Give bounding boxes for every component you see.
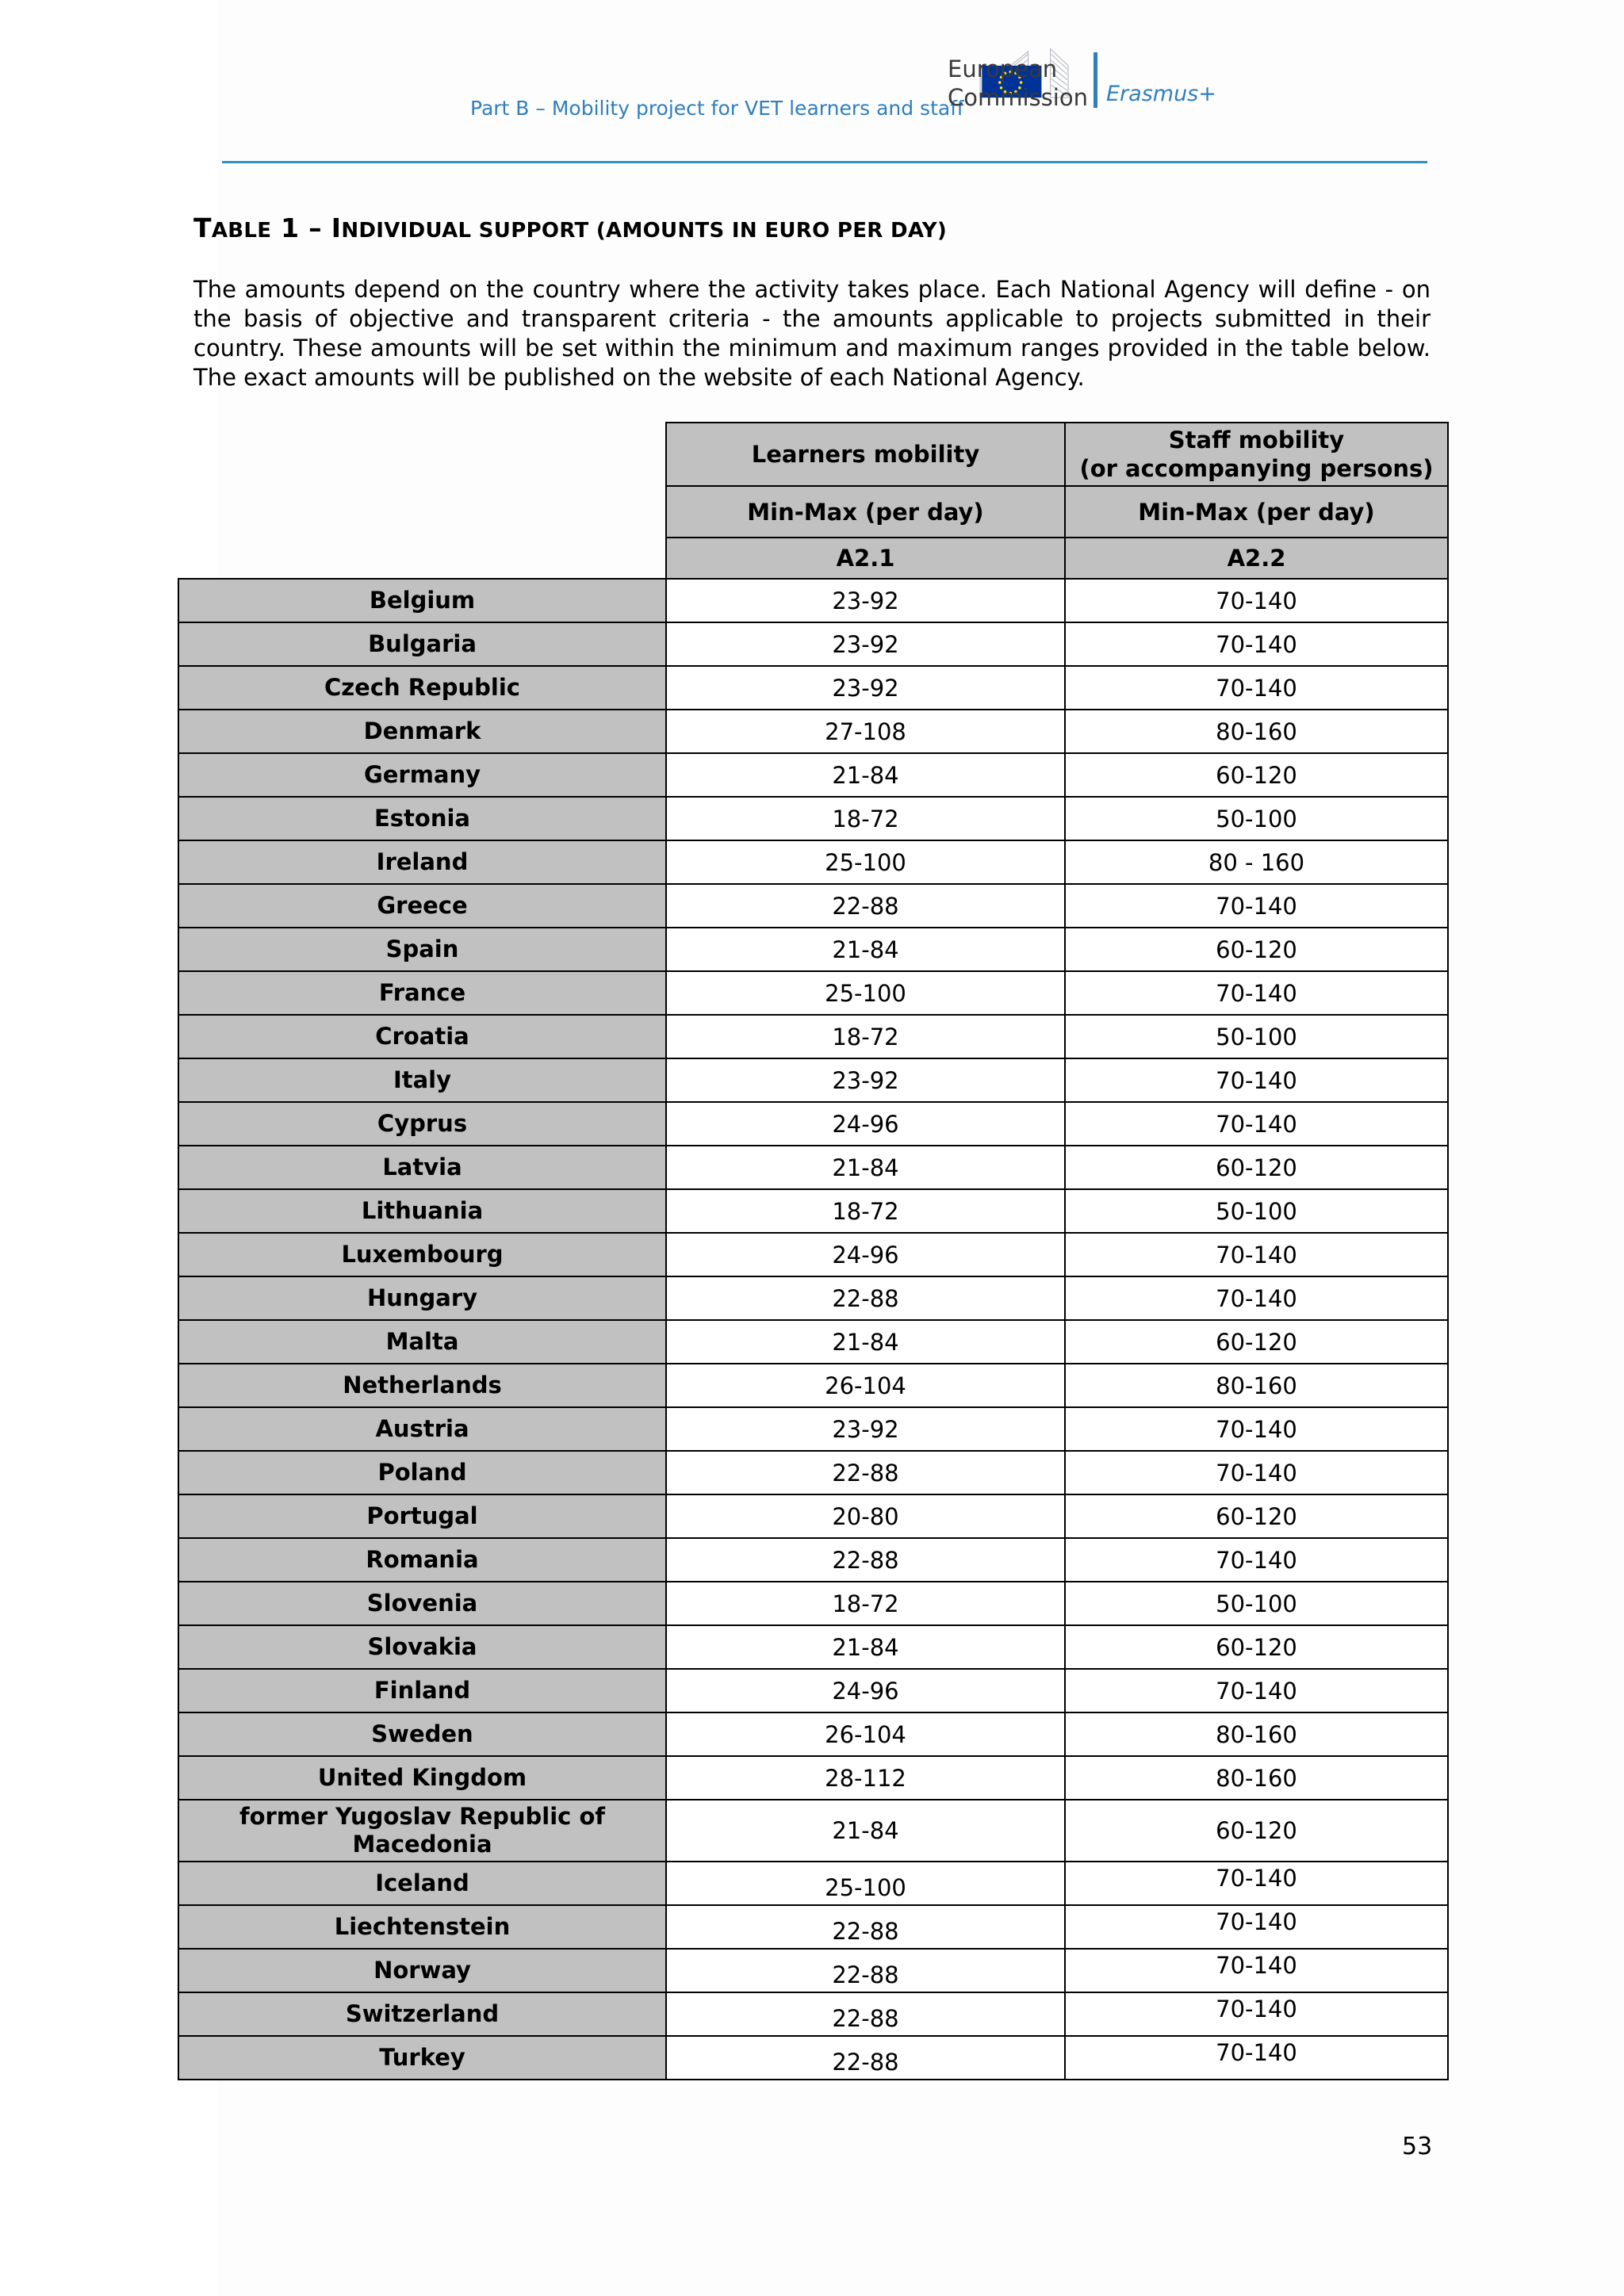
table-row — [178, 1058, 1448, 1102]
country-cell: Slovakia — [178, 1625, 666, 1669]
header-part-label: Part B – Mobility project for VET learners and staff — [470, 97, 964, 120]
staff-amount-cell: 70-140 — [1065, 1949, 1448, 1992]
staff-amount-cell: 70-140 — [1065, 971, 1448, 1015]
country-cell: Finland — [178, 1669, 666, 1712]
staff-amount-cell: 50-100 — [1065, 1189, 1448, 1233]
country-cell: Luxembourg — [178, 1233, 666, 1276]
country-cell: Denmark — [178, 710, 666, 753]
table-row — [178, 797, 1448, 840]
table-row — [178, 1905, 1448, 1949]
learners-amount-cell: 27-108 — [666, 710, 1065, 753]
staff-amount-cell: 70-140 — [1065, 579, 1448, 622]
country-cell: Slovenia — [178, 1582, 666, 1625]
learners-amount-cell: 22-88 — [666, 1538, 1065, 1582]
country-cell: Switzerland — [178, 1992, 666, 2036]
learners-amount-cell: 26-104 — [666, 1364, 1065, 1407]
table-row — [178, 1407, 1448, 1451]
staff-amount-cell: 70-140 — [1065, 1862, 1448, 1905]
page-header — [222, 32, 1427, 163]
learners-amount-cell: 22-88 — [666, 1276, 1065, 1320]
learners-amount-cell: 21-84 — [666, 1320, 1065, 1364]
country-cell: Iceland — [178, 1862, 666, 1905]
table-row — [178, 1189, 1448, 1233]
table-row — [178, 1538, 1448, 1582]
country-cell: Lithuania — [178, 1189, 666, 1233]
table-row — [178, 928, 1448, 971]
country-cell: Netherlands — [178, 1364, 666, 1407]
learners-amount-cell: 18-72 — [666, 1189, 1065, 1233]
table-title: TABLE 1 – INDIVIDUAL SUPPORT (AMOUNTS IN EURO PER DAY) — [193, 212, 948, 243]
table-row — [178, 1800, 1448, 1862]
table-row — [178, 1862, 1448, 1905]
learners-amount-cell: 22-88 — [666, 1905, 1065, 1949]
staff-amount-cell: 70-140 — [1065, 1102, 1448, 1146]
staff-amount-cell: 50-100 — [1065, 1582, 1448, 1625]
country-cell: Latvia — [178, 1146, 666, 1189]
country-cell: former Yugoslav Republic of Macedonia — [178, 1800, 666, 1862]
staff-amount-cell: 60-120 — [1065, 1625, 1448, 1669]
staff-amount-cell: 70-140 — [1065, 1905, 1448, 1949]
country-cell: Bulgaria — [178, 622, 666, 666]
staff-amount-cell: 70-140 — [1065, 1538, 1448, 1582]
table-row — [178, 971, 1448, 1015]
table-row — [178, 1320, 1448, 1364]
country-cell: Estonia — [178, 797, 666, 840]
learners-amount-cell: 22-88 — [666, 2036, 1065, 2080]
logo-line-european: European — [948, 55, 1058, 82]
table-row — [178, 1582, 1448, 1625]
staff-amount-cell: 60-120 — [1065, 1320, 1448, 1364]
staff-amount-cell: 50-100 — [1065, 1015, 1448, 1058]
staff-amount-cell: 70-140 — [1065, 1233, 1448, 1276]
staff-amount-cell: 70-140 — [1065, 1407, 1448, 1451]
staff-amount-cell: 80-160 — [1065, 710, 1448, 753]
page-number: 53 — [1402, 2133, 1433, 2160]
country-cell: Sweden — [178, 1712, 666, 1756]
learners-amount-cell: 22-88 — [666, 884, 1065, 928]
learners-amount-cell: 18-72 — [666, 1015, 1065, 1058]
learners-amount-cell: 23-92 — [666, 1407, 1065, 1451]
staff-amount-cell: 70-140 — [1065, 1451, 1448, 1494]
header-learners-range: Min-Max (per day) — [666, 486, 1065, 538]
staff-amount-cell: 60-120 — [1065, 1800, 1448, 1862]
header-learners-code: A2.1 — [666, 538, 1065, 579]
table-row — [178, 1992, 1448, 2036]
support-amounts-table — [178, 422, 1449, 2080]
staff-amount-cell: 60-120 — [1065, 753, 1448, 797]
table-row — [178, 1146, 1448, 1189]
learners-amount-cell: 22-88 — [666, 1451, 1065, 1494]
table-row — [178, 710, 1448, 753]
learners-amount-cell: 25-100 — [666, 840, 1065, 884]
staff-amount-cell: 80-160 — [1065, 1364, 1448, 1407]
header-learners-mobility: Learners mobility — [666, 423, 1065, 486]
table-row — [178, 1276, 1448, 1320]
staff-amount-cell: 80-160 — [1065, 1712, 1448, 1756]
staff-amount-cell: 70-140 — [1065, 884, 1448, 928]
country-cell: France — [178, 971, 666, 1015]
learners-amount-cell: 22-88 — [666, 1992, 1065, 2036]
staff-amount-cell: 70-140 — [1065, 1276, 1448, 1320]
country-cell: Romania — [178, 1538, 666, 1582]
table-row — [178, 1015, 1448, 1058]
learners-amount-cell: 25-100 — [666, 1862, 1065, 1905]
logo-wordmark — [948, 55, 1088, 112]
learners-amount-cell: 21-84 — [666, 1800, 1065, 1862]
learners-amount-cell: 21-84 — [666, 1625, 1065, 1669]
country-cell: Poland — [178, 1451, 666, 1494]
header-staff-mobility: Staff mobility (or accompanying persons) — [1065, 423, 1448, 486]
table-row — [178, 1451, 1448, 1494]
logo-line-commission: Commission — [948, 84, 1088, 111]
table-row — [178, 1364, 1448, 1407]
table-row — [178, 579, 1448, 622]
country-cell: Belgium — [178, 579, 666, 622]
table-row — [178, 840, 1448, 884]
staff-amount-cell: 80 - 160 — [1065, 840, 1448, 884]
table-row — [178, 753, 1448, 797]
learners-amount-cell: 24-96 — [666, 1233, 1065, 1276]
learners-amount-cell: 26-104 — [666, 1712, 1065, 1756]
learners-amount-cell: 21-84 — [666, 1146, 1065, 1189]
staff-amount-cell: 60-120 — [1065, 1494, 1448, 1538]
country-cell: Croatia — [178, 1015, 666, 1058]
country-cell: Liechtenstein — [178, 1905, 666, 1949]
country-cell: Spain — [178, 928, 666, 971]
table-row — [178, 1756, 1448, 1800]
country-cell: United Kingdom — [178, 1756, 666, 1800]
header-staff-code: A2.2 — [1065, 538, 1448, 579]
learners-amount-cell: 23-92 — [666, 622, 1065, 666]
staff-amount-cell: 70-140 — [1065, 1992, 1448, 2036]
staff-amount-cell: 70-140 — [1065, 622, 1448, 666]
table-row — [178, 2036, 1448, 2080]
learners-amount-cell: 24-96 — [666, 1102, 1065, 1146]
learners-amount-cell: 23-92 — [666, 666, 1065, 710]
staff-amount-cell: 70-140 — [1065, 1058, 1448, 1102]
staff-amount-cell: 80-160 — [1065, 1756, 1448, 1800]
learners-amount-cell: 23-92 — [666, 579, 1065, 622]
staff-amount-cell: 70-140 — [1065, 666, 1448, 710]
learners-amount-cell: 18-72 — [666, 1582, 1065, 1625]
learners-amount-cell: 28-112 — [666, 1756, 1065, 1800]
intro-paragraph: The amounts depend on the country where the activity takes place. Each National Agency will define - on the basis of objective and transparent criteria - the amounts applicable to projects submitted in their country. These amounts will be set within the minimum and maximum ranges provided in the table below. The exact amounts will be published on the website of each National Agency. — [193, 276, 1431, 391]
country-cell: Ireland — [178, 840, 666, 884]
header-staff-range: Min-Max (per day) — [1065, 486, 1448, 538]
erasmus-plus-brand: Erasmus+ — [1106, 82, 1216, 106]
staff-amount-cell: 70-140 — [1065, 1669, 1448, 1712]
table-row — [178, 1949, 1448, 1992]
table-row — [178, 1233, 1448, 1276]
country-cell: Portugal — [178, 1494, 666, 1538]
country-cell: Norway — [178, 1949, 666, 1992]
country-cell: Germany — [178, 753, 666, 797]
table-row — [178, 1625, 1448, 1669]
staff-amount-cell: 60-120 — [1065, 1146, 1448, 1189]
country-cell: Turkey — [178, 2036, 666, 2080]
learners-amount-cell: 24-96 — [666, 1669, 1065, 1712]
staff-amount-cell: 60-120 — [1065, 928, 1448, 971]
table-row — [178, 1712, 1448, 1756]
learners-amount-cell: 21-84 — [666, 928, 1065, 971]
country-cell: Hungary — [178, 1276, 666, 1320]
country-cell: Austria — [178, 1407, 666, 1451]
learners-amount-cell: 23-92 — [666, 1058, 1065, 1102]
country-cell: Cyprus — [178, 1102, 666, 1146]
table-row — [178, 884, 1448, 928]
country-cell: Greece — [178, 884, 666, 928]
table-row — [178, 1494, 1448, 1538]
learners-amount-cell: 21-84 — [666, 753, 1065, 797]
logo-divider — [1094, 52, 1097, 108]
learners-amount-cell: 20-80 — [666, 1494, 1065, 1538]
table-row — [178, 1102, 1448, 1146]
table-row — [178, 622, 1448, 666]
staff-amount-cell: 50-100 — [1065, 797, 1448, 840]
country-cell: Czech Republic — [178, 666, 666, 710]
country-cell: Malta — [178, 1320, 666, 1364]
learners-amount-cell: 25-100 — [666, 971, 1065, 1015]
learners-amount-cell: 18-72 — [666, 797, 1065, 840]
learners-amount-cell: 22-88 — [666, 1949, 1065, 1992]
country-cell: Italy — [178, 1058, 666, 1102]
table-row — [178, 1669, 1448, 1712]
table-row — [178, 666, 1448, 710]
staff-amount-cell: 70-140 — [1065, 2036, 1448, 2080]
